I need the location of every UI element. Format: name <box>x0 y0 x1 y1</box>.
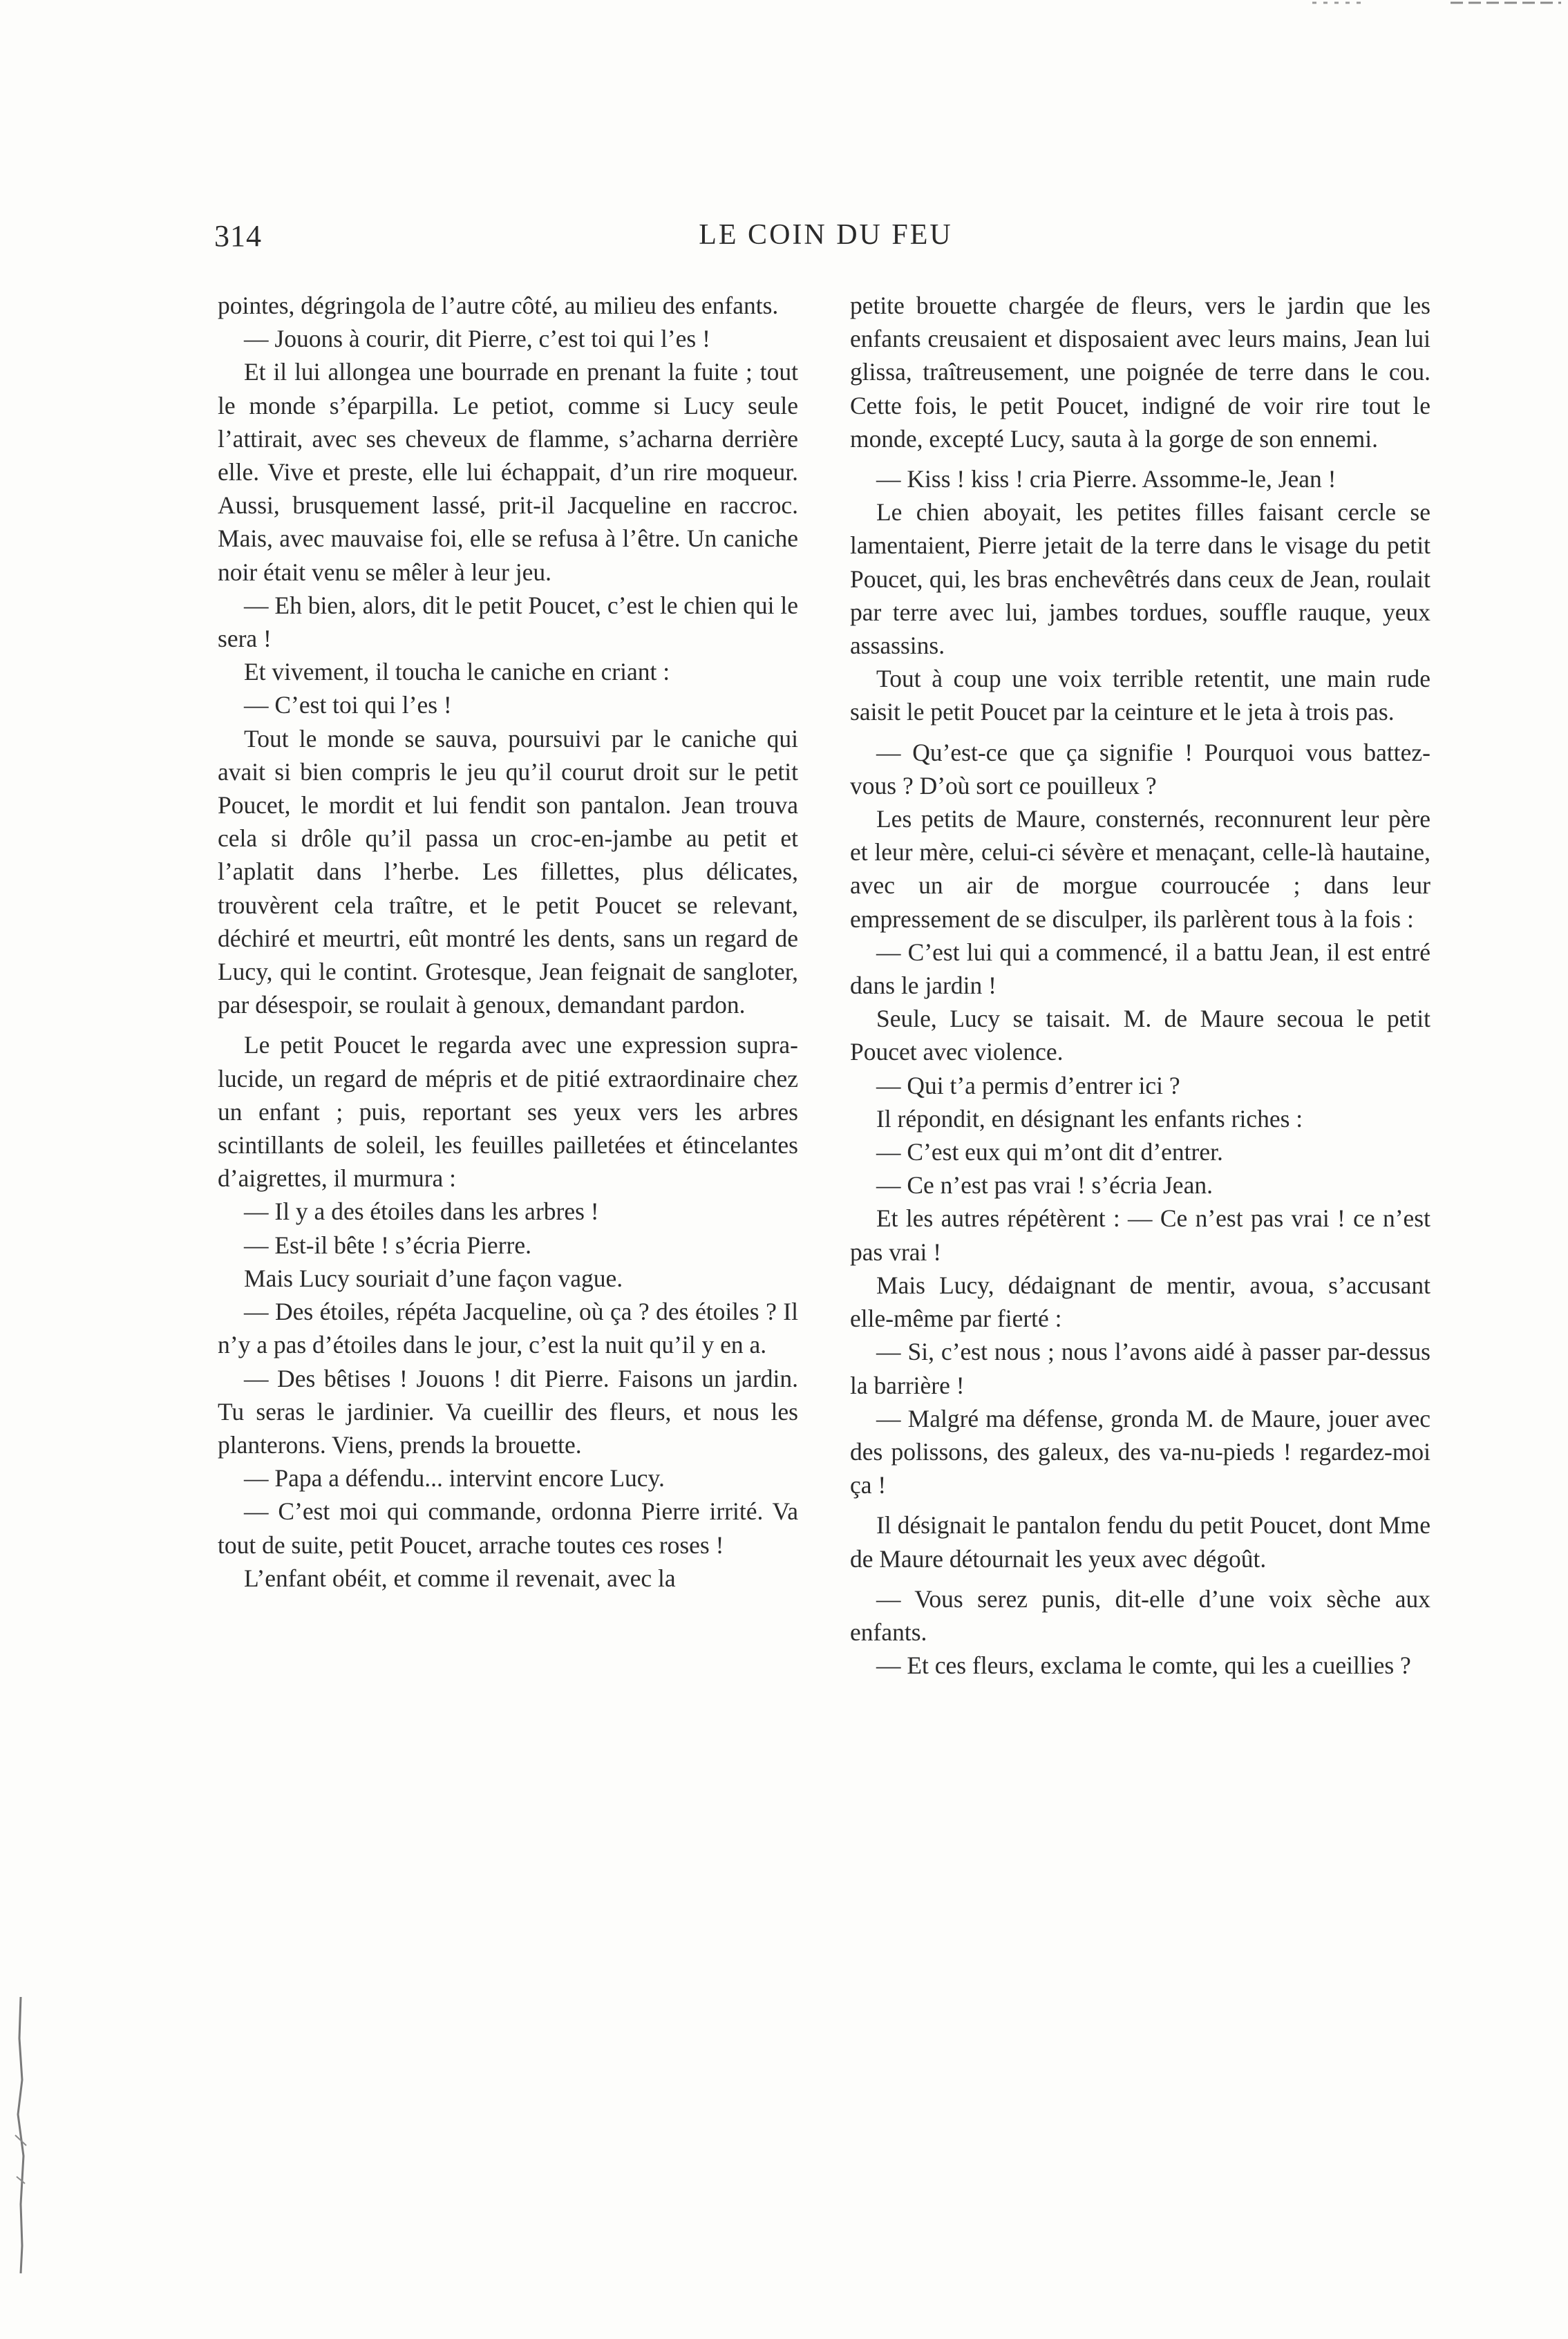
paragraph: Le petit Poucet le regarda avec une expression supra-lucide, un regard de mépris et de pitié extraordinaire chez un enfant ; puis, reportant ses yeux vers les arbres scintillants de soleil, les feuilles pailletées et étincelantes d’aigrettes, il murmura : <box>218 1031 798 1193</box>
paragraph: Et vivement, il toucha le caniche en criant : <box>244 658 670 686</box>
left-column <box>218 289 798 1595</box>
paragraph: — C’est toi qui l’es ! <box>244 691 452 719</box>
paragraph: — Des étoiles, répéta Jacqueline, où ça ? des étoiles ? Il n’y a pas d’étoiles dans le jour, c’est la nuit qu’il y en a. <box>218 1298 798 1359</box>
paragraph: — Et ces fleurs, exclama le comte, qui les a cueillies ? <box>876 1651 1411 1680</box>
paragraph: Tout à coup une voix terrible retentit, une main rude saisit le petit Poucet par la ceinture et le jeta à trois pas. <box>850 665 1430 726</box>
paragraph: Mais Lucy souriait d’une façon vague. <box>244 1264 623 1292</box>
paragraph: — Ce n’est pas vrai ! s’écria Jean. <box>876 1171 1213 1200</box>
page-number: 314 <box>214 219 262 253</box>
paragraph: — Des bêtises ! Jouons ! dit Pierre. Faisons un jardin. Tu seras le jardinier. Va cueillir des fleurs, et nous les planterons. Viens, prends la brouette. <box>218 1364 798 1459</box>
paragraph: L’enfant obéit, et comme il revenait, avec la <box>244 1564 676 1592</box>
paragraph: — C’est eux qui m’ont dit d’entrer. <box>876 1138 1223 1166</box>
page-header <box>214 218 1437 267</box>
paragraph: — Si, c’est nous ; nous l’avons aidé à passer par-dessus la barrière ! <box>850 1338 1430 1399</box>
paragraph: — Qui t’a permis d’entrer ici ? <box>876 1071 1180 1099</box>
paragraph: Seule, Lucy se taisait. M. de Maure secoua le petit Poucet avec violence. <box>850 1005 1430 1066</box>
paragraph: pointes, dégringola de l’autre côté, au milieu des enfants. <box>218 292 779 319</box>
paragraph: — Qu’est-ce que ça signifie ! Pourquoi vous battez-vous ? D’où sort ce pouilleux ? <box>850 738 1430 799</box>
paragraph: Mais Lucy, dédaignant de mentir, avoua, s’accusant elle-même par fierté : <box>850 1271 1430 1333</box>
paragraph: — Malgré ma défense, gronda M. de Maure, jouer avec des polissons, des galeux, des va-nu-pieds ! regardez-moi ça ! <box>850 1404 1430 1499</box>
paragraph: — Papa a défendu... intervint encore Lucy. <box>244 1464 665 1493</box>
paragraph: — Vous serez punis, dit-elle d’une voix sèche aux enfants. <box>850 1584 1430 1646</box>
paragraph: — Est-il bête ! s’écria Pierre. <box>244 1231 531 1259</box>
paragraph: — Eh bien, alors, dit le petit Poucet, c’est le chien qui le sera ! <box>218 591 798 653</box>
paragraph: Et il lui allongea une bourrade en prenant la fuite ; tout le monde s’éparpilla. Le petiot, comme si Lucy seule l’attirait, avec ses cheveux de flamme, s’acharna derrière elle. Vive et preste, elle lui échappait, d’un rire moqueur. Aussi, brusquement lassé, prit-il Jacqueline en raccroc. Mais, avec mauvaise foi, elle se refusa à l’être. Un caniche noir était venu se mêler à leur jeu. <box>218 358 798 586</box>
paragraph: Tout le monde se sauva, poursuivi par le caniche qui avait si bien compris le jeu qu’il courut droit sur le petit Poucet, le mordit et lui fendit son pantalon. Jean trouva cela si drôle qu’il passa un croc-en-jambe au petit et l’aplatit dans l’herbe. Les fillettes, plus délicates, trouvèrent cela traître, et le petit Poucet se relevant, déchiré et meurtri, eût montré les dents, sans un regard de Lucy, qui le contint. Grotesque, Jean feignait de sangloter, par désespoir, se roulait à genoux, demandant pardon. <box>218 724 798 1019</box>
paragraph: Et les autres répétèrent : — Ce n’est pas vrai ! ce n’est pas vrai ! <box>850 1204 1430 1266</box>
right-column <box>850 289 1430 1682</box>
paragraph: — C’est moi qui commande, ordonna Pierre irrité. Va tout de suite, petit Poucet, arrache toutes ces roses ! <box>218 1497 798 1559</box>
paragraph: Il désignait le pantalon fendu du petit Poucet, dont Mme de Maure détournait les yeux avec dégoût. <box>850 1511 1430 1573</box>
paragraph: Il répondit, en désignant les enfants riches : <box>876 1104 1303 1133</box>
paragraph: — Jouons à courir, dit Pierre, c’est toi qui l’es ! <box>244 325 710 353</box>
running-title: LE COIN DU FEU <box>699 219 953 251</box>
paragraph: petite brouette chargée de fleurs, vers le jardin que les enfants creusaient et disposaient avec leurs mains, Jean lui glissa, traîtreusement, une poignée de terre dans le cou. Cette fois, le petit Poucet, indigné de voir rire tout le monde, excepté Lucy, sauta à la gorge de son ennemi. <box>850 292 1430 453</box>
paragraph: — Il y a des étoiles dans les arbres ! <box>244 1197 599 1226</box>
paragraph: Le chien aboyait, les petites filles faisant cercle se lamentaient, Pierre jetait de la terre dans le visage du petit Poucet, qui, les bras enchevêtrés dans ceux de Jean, roulait par terre avec lui, jambes tordues, souffle rauque, yeux assassins. <box>850 498 1430 660</box>
scan-edge-mark <box>1312 0 1561 10</box>
paragraph: — C’est lui qui a commencé, il a battu Jean, il est entré dans le jardin ! <box>850 938 1430 1000</box>
paragraph: — Kiss ! kiss ! cria Pierre. Assomme-le, Jean ! <box>876 465 1336 493</box>
binding-edge-mark <box>6 1997 37 2273</box>
paragraph: Les petits de Maure, consternés, reconnurent leur père et leur mère, celui-ci sévère et menaçant, celle-là hautaine, avec un air de morgue courroucée ; dans leur empressement de se disculper, ils parlèrent tous à la fois : <box>850 805 1430 933</box>
